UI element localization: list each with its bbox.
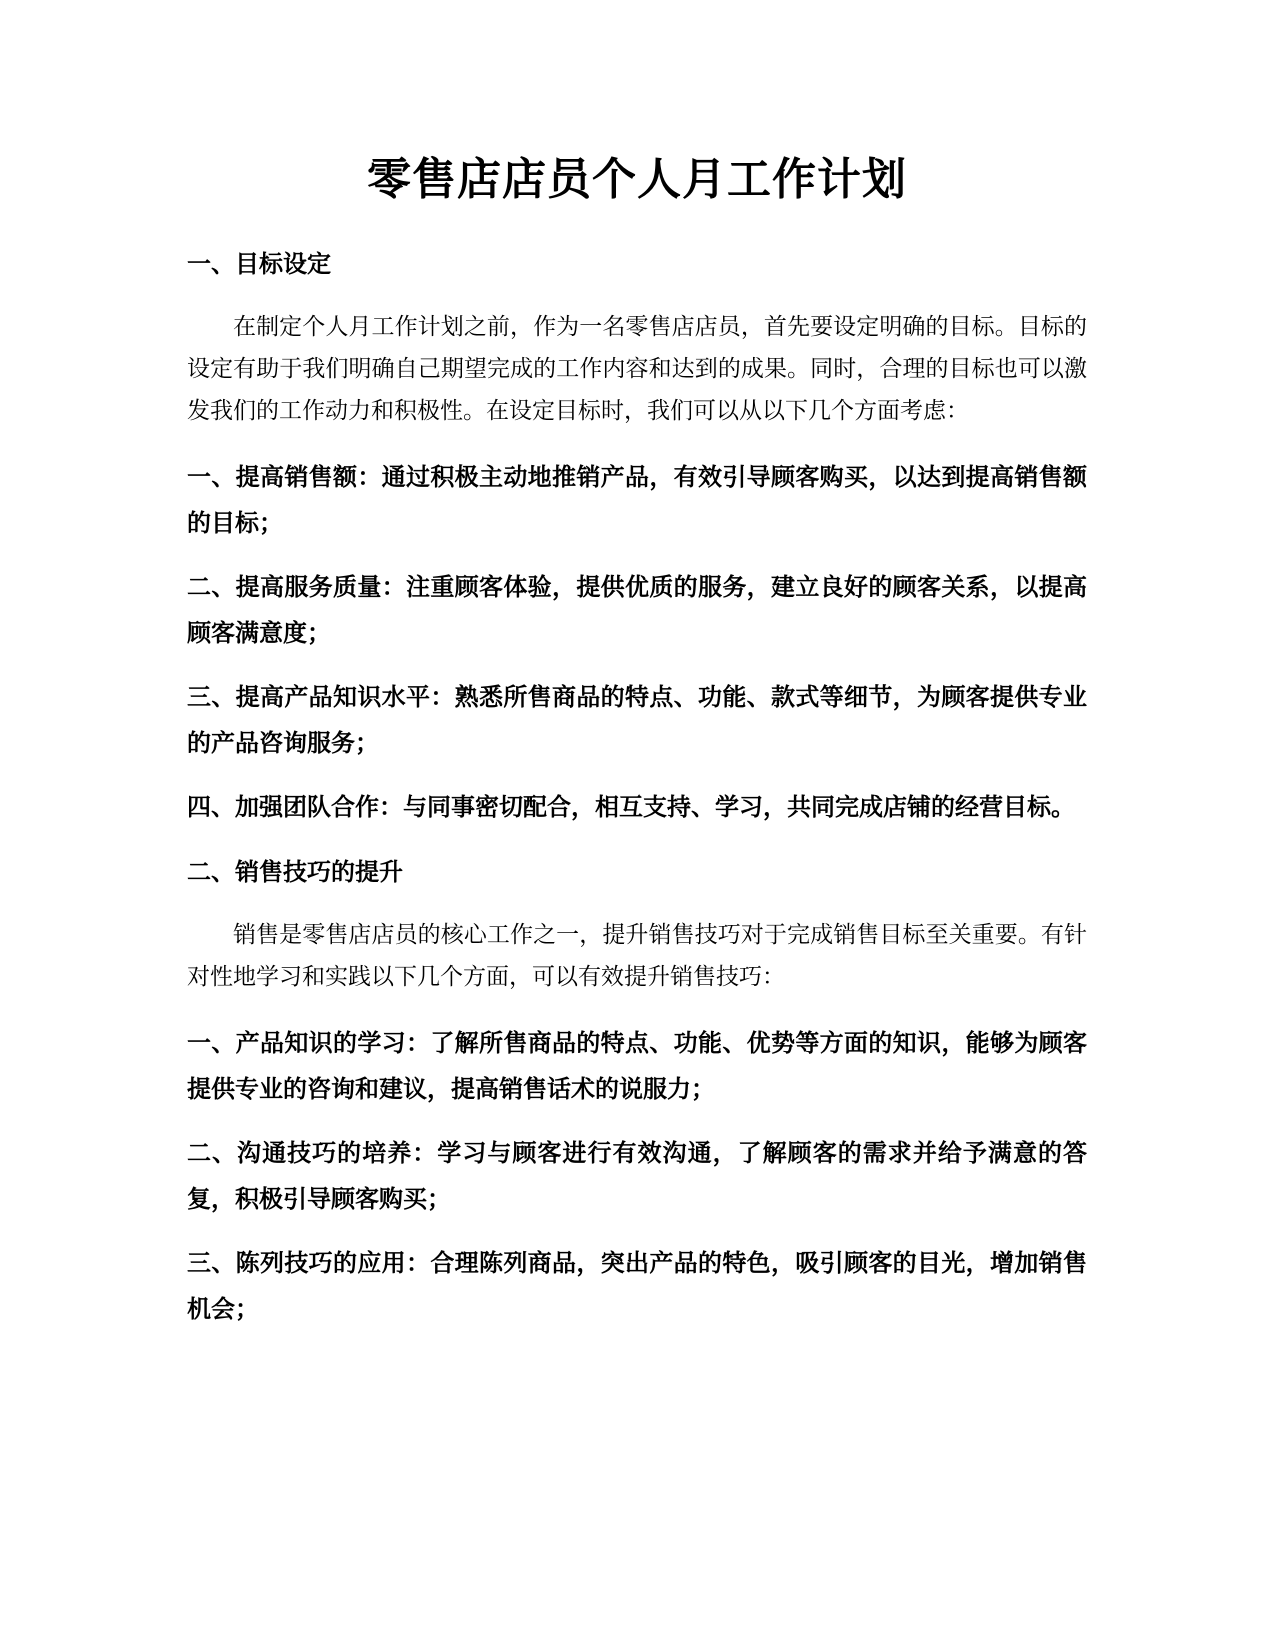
section-sales-skills: [187, 854, 1087, 1332]
goal-point: 三、提高产品知识水平：熟悉所售商品的特点、功能、款式等细节，为顾客提供专业的产品咨询服务；: [187, 683, 1087, 757]
goal-point: 一、提高销售额：通过积极主动地推销产品，有效引导顾客购买，以达到提高销售额的目标；: [187, 463, 1087, 537]
document-title: 零售店店员个人月工作计划: [367, 154, 907, 205]
skill-point: 三、陈列技巧的应用：合理陈列商品，突出产品的特色，吸引顾客的目光，增加销售机会；: [187, 1249, 1087, 1323]
goal-point: 二、提高服务质量：注重顾客体验，提供优质的服务，建立良好的顾客关系，以提高顾客满意度；: [187, 573, 1087, 647]
section-goal-setting: [187, 246, 1087, 830]
document-body: [187, 148, 1087, 1332]
goal-point: 四、加强团队合作：与同事密切配合，相互支持、学习，共同完成店铺的经营目标。: [187, 793, 1075, 821]
section-paragraph: 在制定个人月工作计划之前，作为一名零售店店员，首先要设定明确的目标。目标的设定有助于我们明确自己期望完成的工作内容和达到的成果。同时，合理的目标也可以激发我们的工作动力和积极性。在设定目标时，我们可以从以下几个方面考虑：: [187, 314, 1087, 424]
skill-point: 一、产品知识的学习：了解所售商品的特点、功能、优势等方面的知识，能够为顾客提供专业的咨询和建议，提高销售话术的说服力；: [187, 1029, 1087, 1103]
section-heading: 一、目标设定: [187, 250, 331, 278]
skill-point: 二、沟通技巧的培养：学习与顾客进行有效沟通，了解顾客的需求并给予满意的答复，积极引导顾客购买；: [187, 1139, 1087, 1213]
section-heading: 二、销售技巧的提升: [187, 858, 403, 886]
section-paragraph: 销售是零售店店员的核心工作之一，提升销售技巧对于完成销售目标至关重要。有针对性地学习和实践以下几个方面，可以有效提升销售技巧：: [187, 922, 1087, 990]
